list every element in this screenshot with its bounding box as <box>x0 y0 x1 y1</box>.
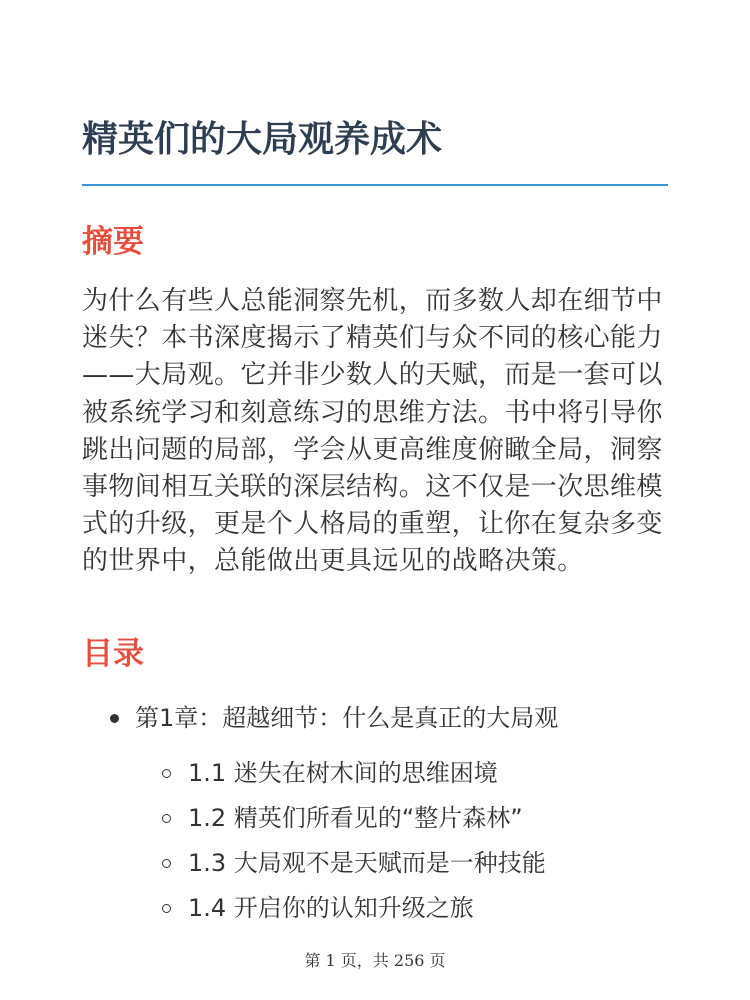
toc-chapter-label: 第1章：超越细节：什么是真正的大局观 <box>135 704 559 732</box>
toc-section-label: 1.3 大局观不是天赋而是一种技能 <box>188 849 546 877</box>
toc-section-label: 1.4 开启你的认知升级之旅 <box>188 894 474 922</box>
toc-section-item[interactable] <box>162 802 523 834</box>
toc-section-item[interactable] <box>162 847 546 879</box>
filled-disc-bullet-icon <box>110 714 119 723</box>
abstract-text: 为什么有些人总能洞察先机，而多数人却在细节中迷失？本书深度揭示了精英们与众不同的核心能力——大局观。它并非少数人的天赋，而是一套可以被系统学习和刻意练习的思维方法。书中将引导你跳出问题的局部，学会从更高维度俯瞰全局，洞察事物间相互关联的深层结构。这不仅是一次思维模式的升级，更是个人格局的重塑，让你在复杂多变的世界中，总能做出更具远见的战略决策。 <box>82 286 663 577</box>
abstract-heading: 摘要 <box>82 224 144 260</box>
toc-chapter-item[interactable] <box>110 702 558 734</box>
hollow-circle-bullet-icon <box>162 859 171 868</box>
page-number-footer: 第 1 页，共 256 页 <box>304 951 446 970</box>
toc-section-item[interactable] <box>162 892 474 924</box>
hollow-circle-bullet-icon <box>162 769 171 778</box>
toc-heading: 目录 <box>82 636 144 672</box>
hollow-circle-bullet-icon <box>162 814 171 823</box>
book-title: 精英们的大局观养成术 <box>82 119 443 160</box>
toc-section-label: 1.2 精英们所看见的“整片森林” <box>188 804 523 832</box>
toc-section-item[interactable] <box>162 757 498 789</box>
title-divider <box>82 184 668 186</box>
toc-section-label: 1.1 迷失在树木间的思维困境 <box>188 759 498 787</box>
hollow-circle-bullet-icon <box>162 904 171 913</box>
